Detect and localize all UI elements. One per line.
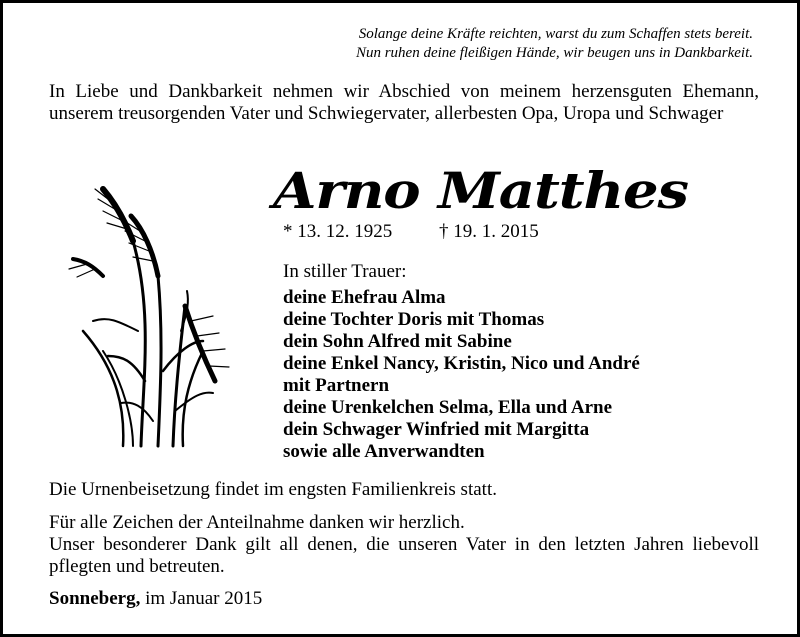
wheat-ears-icon <box>63 181 233 451</box>
mourner-line: dein Sohn Alfred mit Sabine <box>283 331 512 352</box>
thanks-text: Für alle Zeichen der Anteilnahme danken wir herzlich. <box>49 512 465 533</box>
birth-date: * 13. 12. 1925 <box>283 221 393 242</box>
motto-line-2: Nun ruhen deine fleißigen Hände, wir beugen uns in Dankbarkeit. <box>355 45 753 61</box>
motto-line-1: Solange deine Kräfte reichten, warst du zum Schaffen stets bereit. <box>358 26 753 42</box>
mourner-line: mit Partnern <box>283 375 390 396</box>
mourner-line: deine Urenkelchen Selma, Ella und Arne <box>283 397 613 418</box>
place-city: Sonneberg, <box>49 588 141 609</box>
place-date: im Januar 2015 <box>145 588 263 609</box>
mourners-list <box>283 287 640 463</box>
place-and-date <box>49 588 262 610</box>
intro-text: In Liebe und Dankbarkeit nehmen wir Abschied von meinem herzensguten Ehemann, unserem treusorgenden Vater und Schwiegervater, allerbesten Opa, Uropa und Schwager <box>49 81 759 124</box>
mourner-line: dein Schwager Winfried mit Margitta <box>283 419 590 440</box>
mourner-line: sowie alle Anverwandten <box>283 441 485 462</box>
mourning-label: In stiller Trauer: <box>283 261 407 282</box>
death-date: † 19. 1. 2015 <box>439 221 539 242</box>
deceased-name: Arno Matthes <box>273 161 688 220</box>
mourner-line: deine Ehefrau Alma <box>283 287 446 308</box>
mourner-line: deine Enkel Nancy, Kristin, Nico und André <box>283 353 640 374</box>
burial-note: Die Urnenbeisetzung findet im engsten Familienkreis statt. <box>49 479 497 500</box>
special-thanks-text: Unser besonderer Dank gilt all denen, die unseren Vater in den letzten Jahren liebevoll pflegten und betreuten. <box>49 534 759 577</box>
mourner-line: deine Tochter Doris mit Thomas <box>283 309 545 330</box>
motto-verse <box>233 25 753 63</box>
life-dates <box>283 220 539 244</box>
